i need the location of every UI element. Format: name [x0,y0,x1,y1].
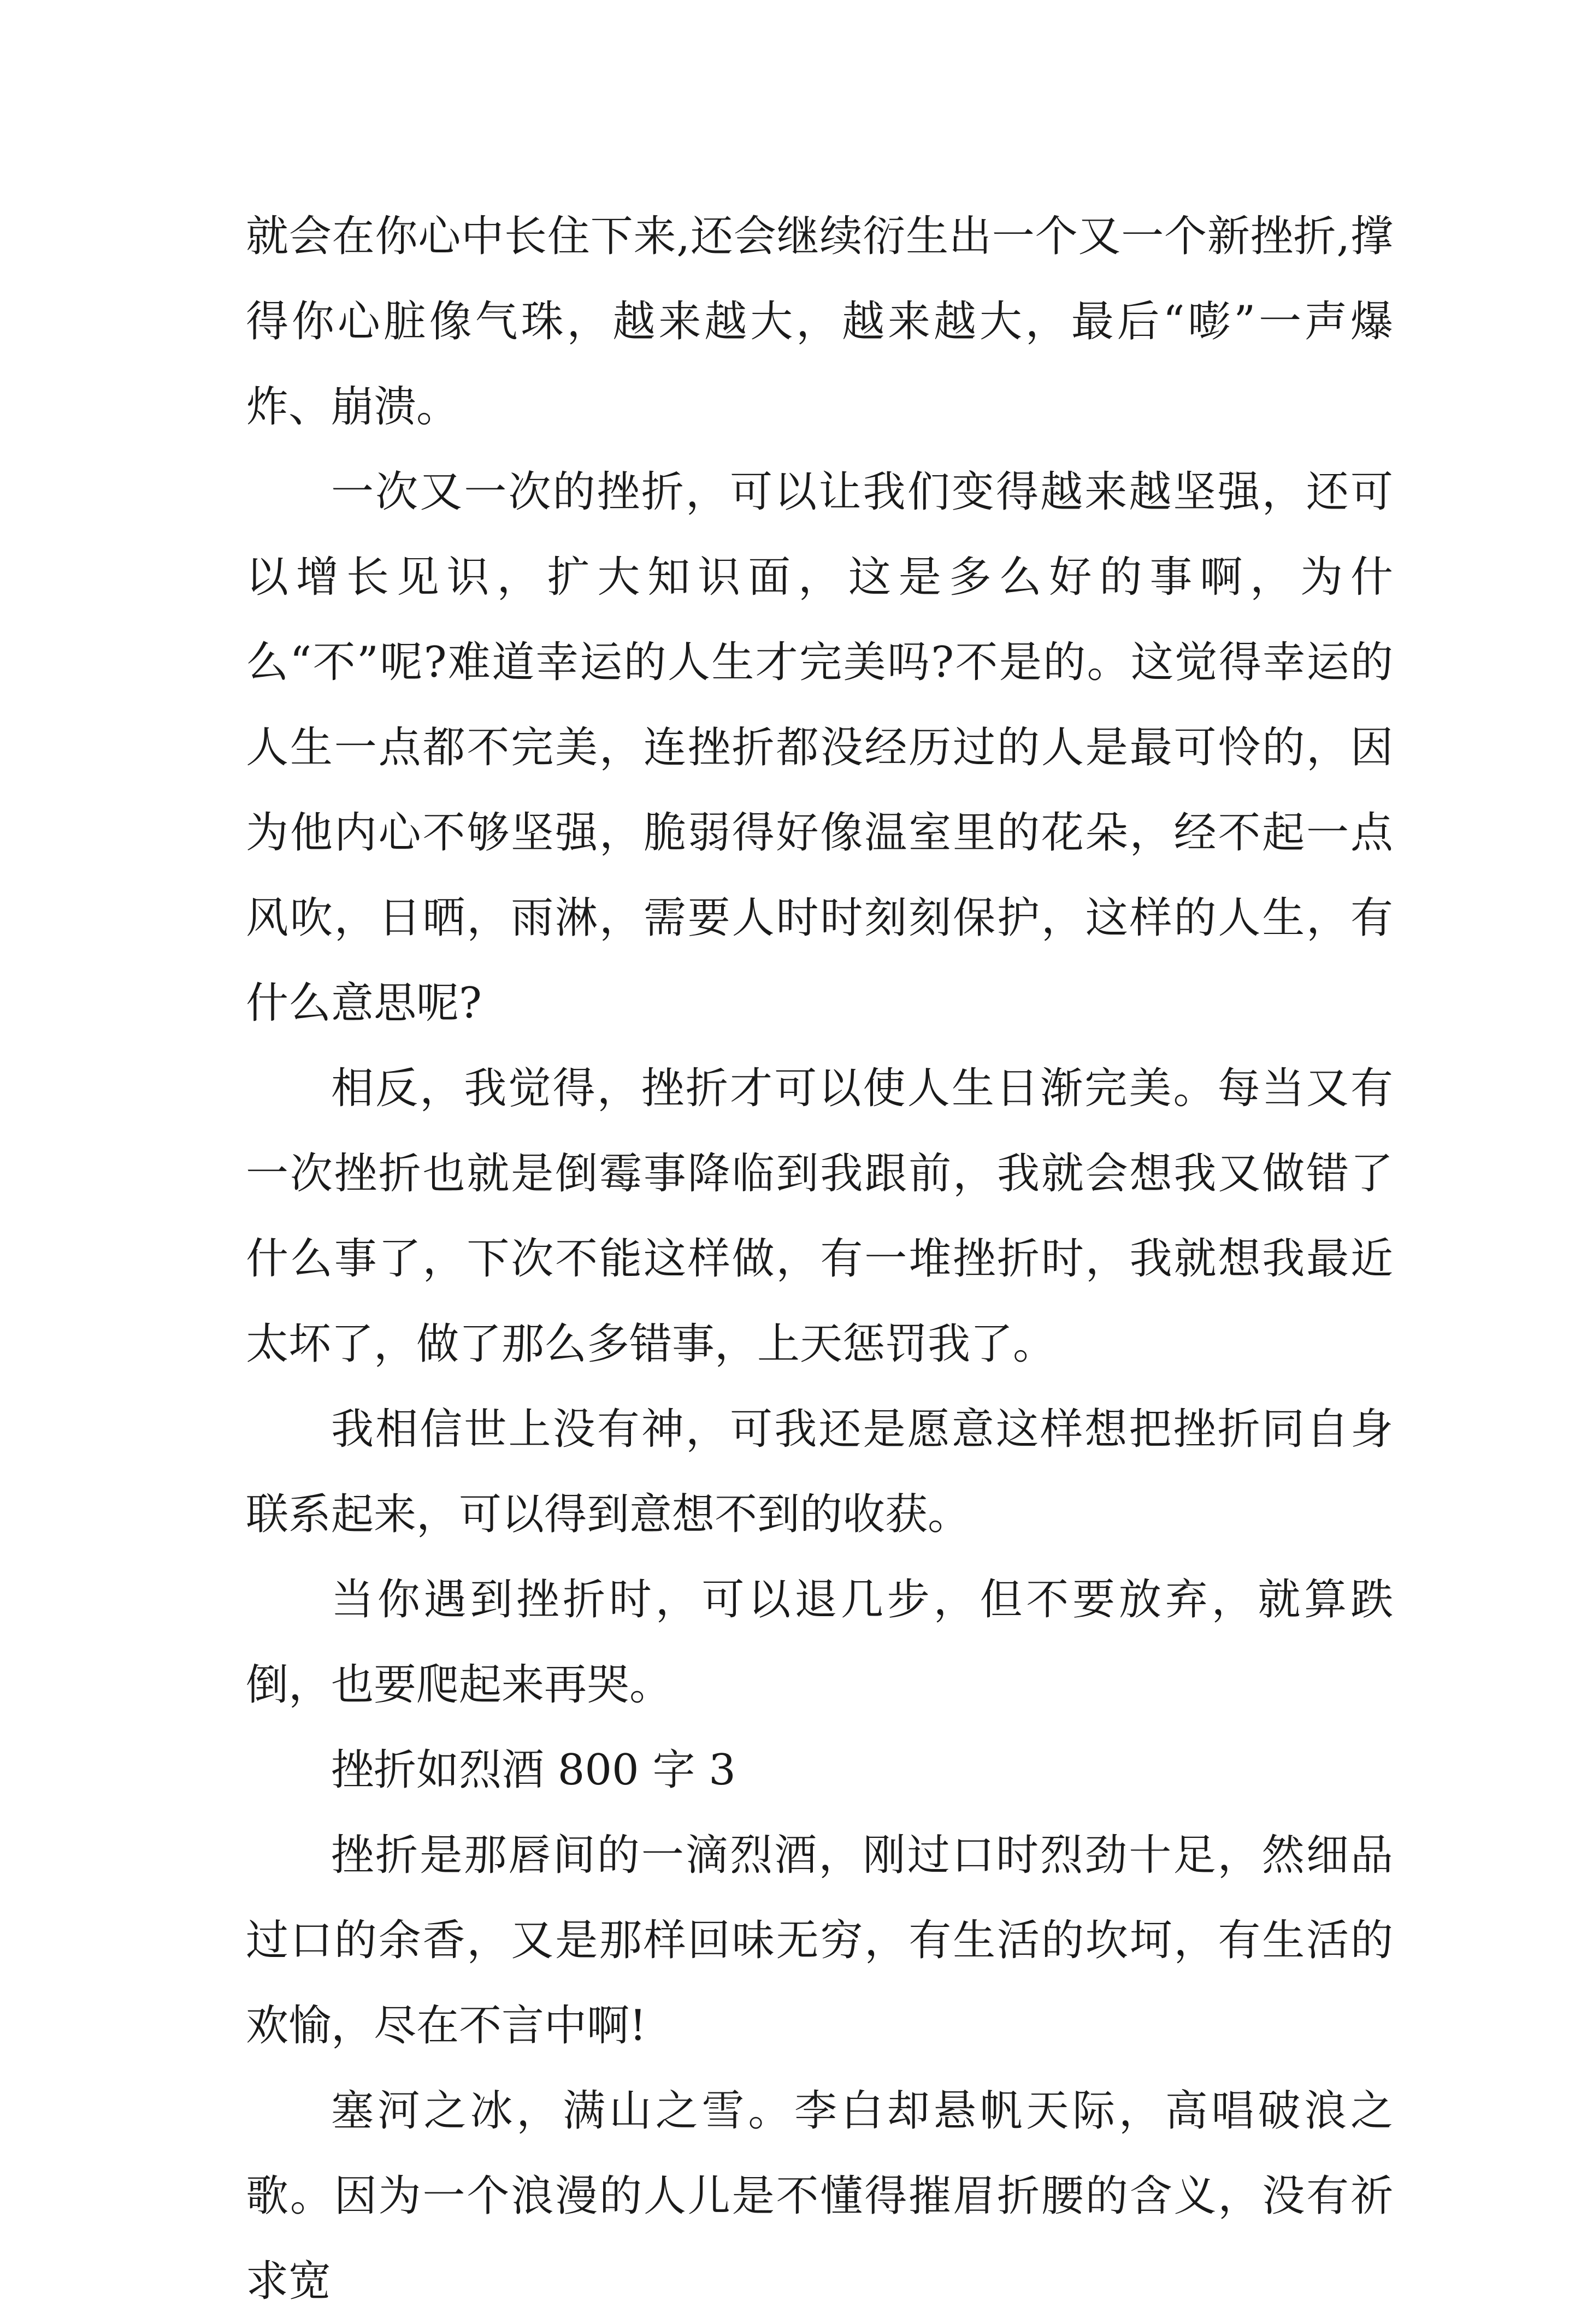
paragraph: 相反，我觉得，挫折才可以使人生日渐完美。每当又有一次挫折也就是倒霉事降临到我跟前，我就会想我又做错了什么事了，下次不能这样做，有一堆挫折时，我就想我最近太坏了，做了那么多错事，上天惩罚我了。 [246,1064,1393,1369]
paragraph: 挫折是那唇间的一滴烈酒，刚过口时烈劲十足，然细品过口的余香，又是那样回味无穷，有生活的坎坷，有生活的欢愉，尽在不言中啊! [246,1831,1393,2050]
paragraph: 塞河之冰，满山之雪。李白却悬帆天际，高唱破浪之歌。因为一个浪漫的人儿是不懂得摧眉折腰的含义，没有祈求宽 [246,2086,1393,2306]
document-body [246,194,1393,2324]
paragraph: 一次又一次的挫折，可以让我们变得越来越坚强，还可以增长见识，扩大知识面，这是多么好的事啊，为什么“不”呢?难道幸运的人生才完美吗?不是的。这觉得幸运的人生一点都不完美，连挫折都没经历过的人是最可怜的，因为他内心不够坚强，脆弱得好像温室里的花朵，经不起一点风吹，日晒，雨淋，需要人时时刻刻保护，这样的人生，有什么意思呢? [246,468,1393,1028]
paragraph: 当你遇到挫折时，可以退几步，但不要放弃，就算跌倒，也要爬起来再哭。 [246,1575,1393,1710]
section-heading: 挫折如烈酒 800 字 3 [331,1746,736,1795]
paragraph: 就会在你心中长住下来,还会继续衍生出一个又一个新挫折,撑得你心脏像气珠，越来越大，越来越大，最后“嘭”一声爆炸、崩溃。 [246,212,1393,431]
paragraph: 我相信世上没有神，可我还是愿意这样想把挫折同自身联系起来，可以得到意想不到的收获。 [246,1405,1393,1539]
